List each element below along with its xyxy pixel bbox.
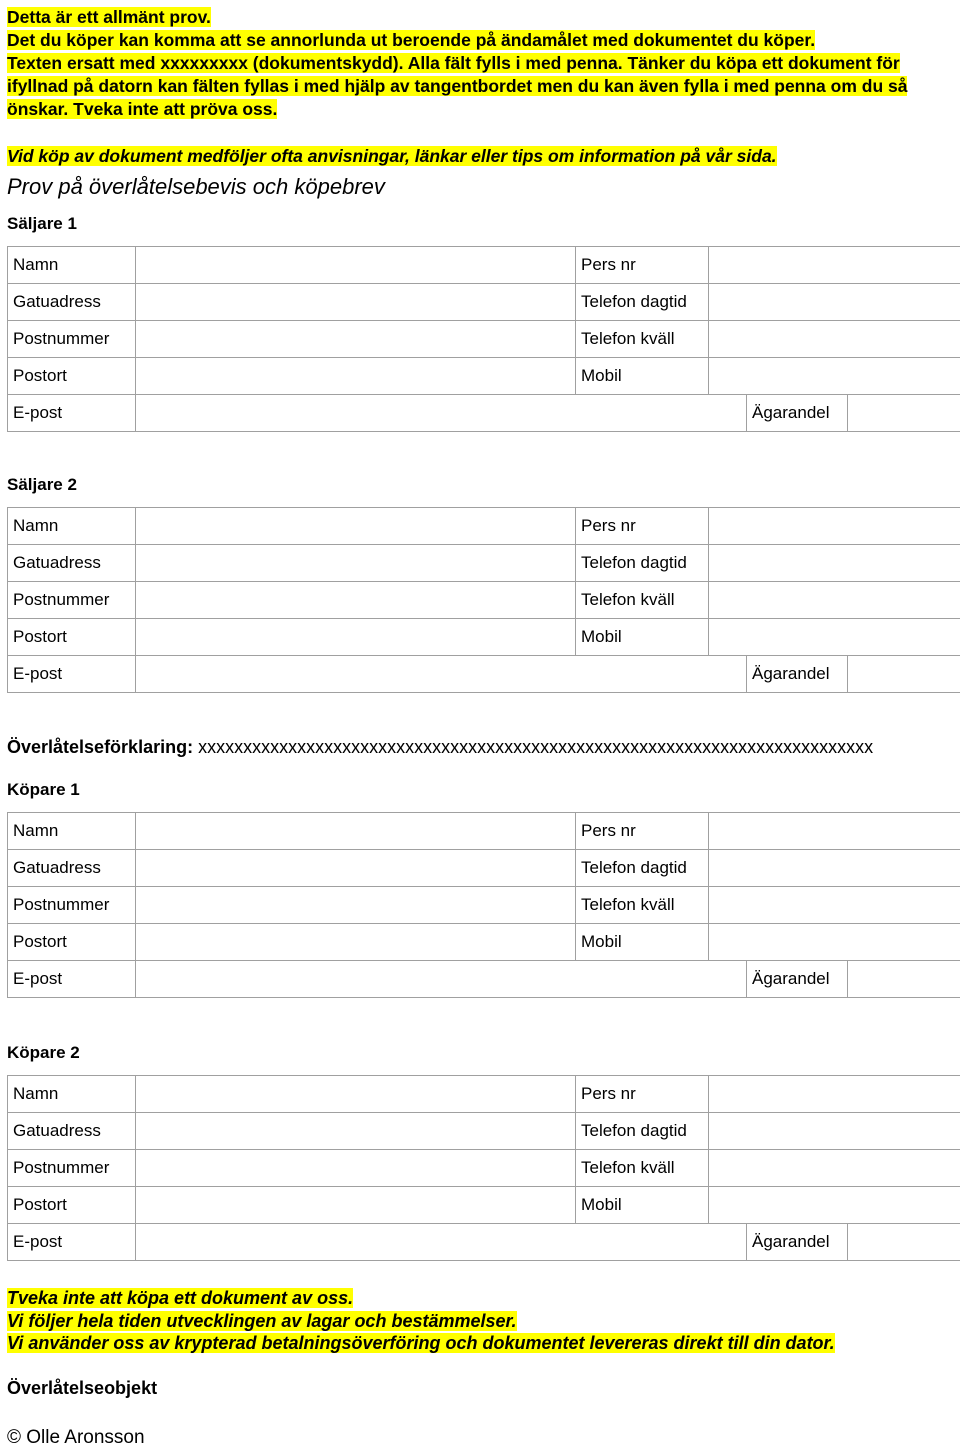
street-field[interactable] (136, 850, 576, 887)
document-title: Prov på överlåtelsebevis och köpebrev (7, 173, 385, 201)
phone-evening-label: Telefon kväll (576, 887, 709, 924)
table-row (8, 1150, 960, 1187)
transfer-object-heading: Överlåtelseobjekt (7, 1377, 157, 1399)
id-number-field[interactable] (709, 1076, 960, 1113)
seller-1-table (7, 246, 960, 432)
ownership-share-label: Ägarandel (747, 1224, 848, 1261)
phone-evening-label: Telefon kväll (576, 1150, 709, 1187)
ownership-share-label: Ägarandel (747, 656, 848, 693)
email-label: E-post (8, 961, 136, 998)
table-row (8, 582, 960, 619)
phone-evening-field[interactable] (709, 582, 960, 619)
phone-day-label: Telefon dagtid (576, 850, 709, 887)
id-number-label: Pers nr (576, 813, 709, 850)
postcode-label: Postnummer (8, 321, 136, 358)
phone-day-label: Telefon dagtid (576, 284, 709, 321)
table-row (8, 321, 960, 358)
mobile-field[interactable] (709, 1187, 960, 1224)
phone-evening-field[interactable] (709, 321, 960, 358)
postcode-label: Postnummer (8, 1150, 136, 1187)
name-label: Namn (8, 508, 136, 545)
city-label: Postort (8, 619, 136, 656)
name-field[interactable] (136, 1076, 576, 1113)
postcode-label: Postnummer (8, 887, 136, 924)
buyer-1-heading: Köpare 1 (7, 779, 80, 801)
email-field[interactable] (136, 961, 747, 998)
street-label: Gatuadress (8, 284, 136, 321)
table-row (8, 247, 960, 284)
id-number-label: Pers nr (576, 508, 709, 545)
footer-line-1: Tveka inte att köpa ett dokument av oss. (7, 1288, 353, 1308)
footer-line-3: Vi använder oss av krypterad betalningsöverföring och dokumentet levereras direkt till din dator. (7, 1333, 835, 1353)
info-tip: Vid köp av dokument medföljer ofta anvisningar, länkar eller tips om information på vår sida. (7, 145, 777, 167)
street-field[interactable] (136, 1113, 576, 1150)
phone-day-field[interactable] (709, 545, 960, 582)
declaration-text: xxxxxxxxxxxxxxxxxxxxxxxxxxxxxxxxxxxxxxxxxxxxxxxxxxxxxxxxxxxxxxxxxxxxxxxxxxx (198, 737, 873, 757)
city-label: Postort (8, 924, 136, 961)
postcode-field[interactable] (136, 582, 576, 619)
phone-evening-label: Telefon kväll (576, 582, 709, 619)
name-label: Namn (8, 247, 136, 284)
ownership-share-field[interactable] (848, 1224, 960, 1261)
postcode-field[interactable] (136, 1150, 576, 1187)
city-label: Postort (8, 1187, 136, 1224)
street-label: Gatuadress (8, 545, 136, 582)
table-row (8, 619, 960, 656)
mobile-label: Mobil (576, 1187, 709, 1224)
table-row (8, 358, 960, 395)
city-field[interactable] (136, 1187, 576, 1224)
footer-line-2: Vi följer hela tiden utvecklingen av lagar och bestämmelser. (7, 1311, 517, 1331)
email-field[interactable] (136, 395, 747, 432)
ownership-share-label: Ägarandel (747, 961, 848, 998)
email-label: E-post (8, 395, 136, 432)
street-label: Gatuadress (8, 850, 136, 887)
street-field[interactable] (136, 284, 576, 321)
email-label: E-post (8, 656, 136, 693)
email-label: E-post (8, 1224, 136, 1261)
table-row (8, 924, 960, 961)
mobile-label: Mobil (576, 924, 709, 961)
mobile-label: Mobil (576, 358, 709, 395)
notice-line-1: Detta är ett allmänt prov. (7, 7, 211, 27)
ownership-share-field[interactable] (848, 961, 960, 998)
city-field[interactable] (136, 924, 576, 961)
table-row (8, 656, 960, 693)
id-number-field[interactable] (709, 247, 960, 284)
id-number-field[interactable] (709, 813, 960, 850)
name-field[interactable] (136, 813, 576, 850)
buyer-2-table (7, 1075, 960, 1261)
phone-evening-field[interactable] (709, 1150, 960, 1187)
postcode-field[interactable] (136, 321, 576, 358)
table-row (8, 545, 960, 582)
table-row (8, 850, 960, 887)
declaration-label: Överlåtelseförklaring: (7, 737, 193, 757)
phone-day-field[interactable] (709, 1113, 960, 1150)
mobile-label: Mobil (576, 619, 709, 656)
email-field[interactable] (136, 656, 747, 693)
notice-line-2: Det du köper kan komma att se annorlunda ut beroende på ändamålet med dokumentet du köper. (7, 30, 815, 50)
table-row (8, 887, 960, 924)
name-label: Namn (8, 1076, 136, 1113)
id-number-label: Pers nr (576, 247, 709, 284)
table-row (8, 395, 960, 432)
city-label: Postort (8, 358, 136, 395)
phone-day-label: Telefon dagtid (576, 1113, 709, 1150)
footer-notice (7, 1287, 835, 1355)
table-row (8, 1187, 960, 1224)
name-field[interactable] (136, 508, 576, 545)
street-label: Gatuadress (8, 1113, 136, 1150)
buyer-1-table (7, 812, 960, 998)
notice-line-3: Texten ersatt med xxxxxxxxx (dokumentskydd). Alla fält fylls i med penna. Tänker du köpa ett dokument för ifyllnad på datorn kan fälten fyllas i med hjälp av tangentbordet men du kan även fylla i med penna om du så önskar. Tveka inte att pröva oss. (7, 53, 907, 119)
email-field[interactable] (136, 1224, 747, 1261)
postcode-field[interactable] (136, 887, 576, 924)
phone-evening-field[interactable] (709, 887, 960, 924)
mobile-field[interactable] (709, 358, 960, 395)
table-row (8, 813, 960, 850)
id-number-label: Pers nr (576, 1076, 709, 1113)
seller-2-table (7, 507, 960, 693)
mobile-field[interactable] (709, 619, 960, 656)
table-row (8, 1224, 960, 1261)
transfer-declaration (7, 736, 873, 758)
ownership-share-field[interactable] (848, 656, 960, 693)
city-field[interactable] (136, 358, 576, 395)
postcode-label: Postnummer (8, 582, 136, 619)
ownership-share-field[interactable] (848, 395, 960, 432)
buyer-2-heading: Köpare 2 (7, 1042, 80, 1064)
phone-day-label: Telefon dagtid (576, 545, 709, 582)
id-number-field[interactable] (709, 508, 960, 545)
phone-day-field[interactable] (709, 850, 960, 887)
phone-evening-label: Telefon kväll (576, 321, 709, 358)
phone-day-field[interactable] (709, 284, 960, 321)
table-row (8, 284, 960, 321)
table-row (8, 1076, 960, 1113)
ownership-share-label: Ägarandel (747, 395, 848, 432)
seller-2-heading: Säljare 2 (7, 474, 77, 496)
street-field[interactable] (136, 545, 576, 582)
seller-1-heading: Säljare 1 (7, 213, 77, 235)
copyright-notice: © Olle Aronsson (7, 1427, 145, 1449)
name-field[interactable] (136, 247, 576, 284)
table-row (8, 508, 960, 545)
name-label: Namn (8, 813, 136, 850)
table-row (8, 961, 960, 998)
table-row (8, 1113, 960, 1150)
intro-notice (7, 6, 955, 121)
city-field[interactable] (136, 619, 576, 656)
mobile-field[interactable] (709, 924, 960, 961)
